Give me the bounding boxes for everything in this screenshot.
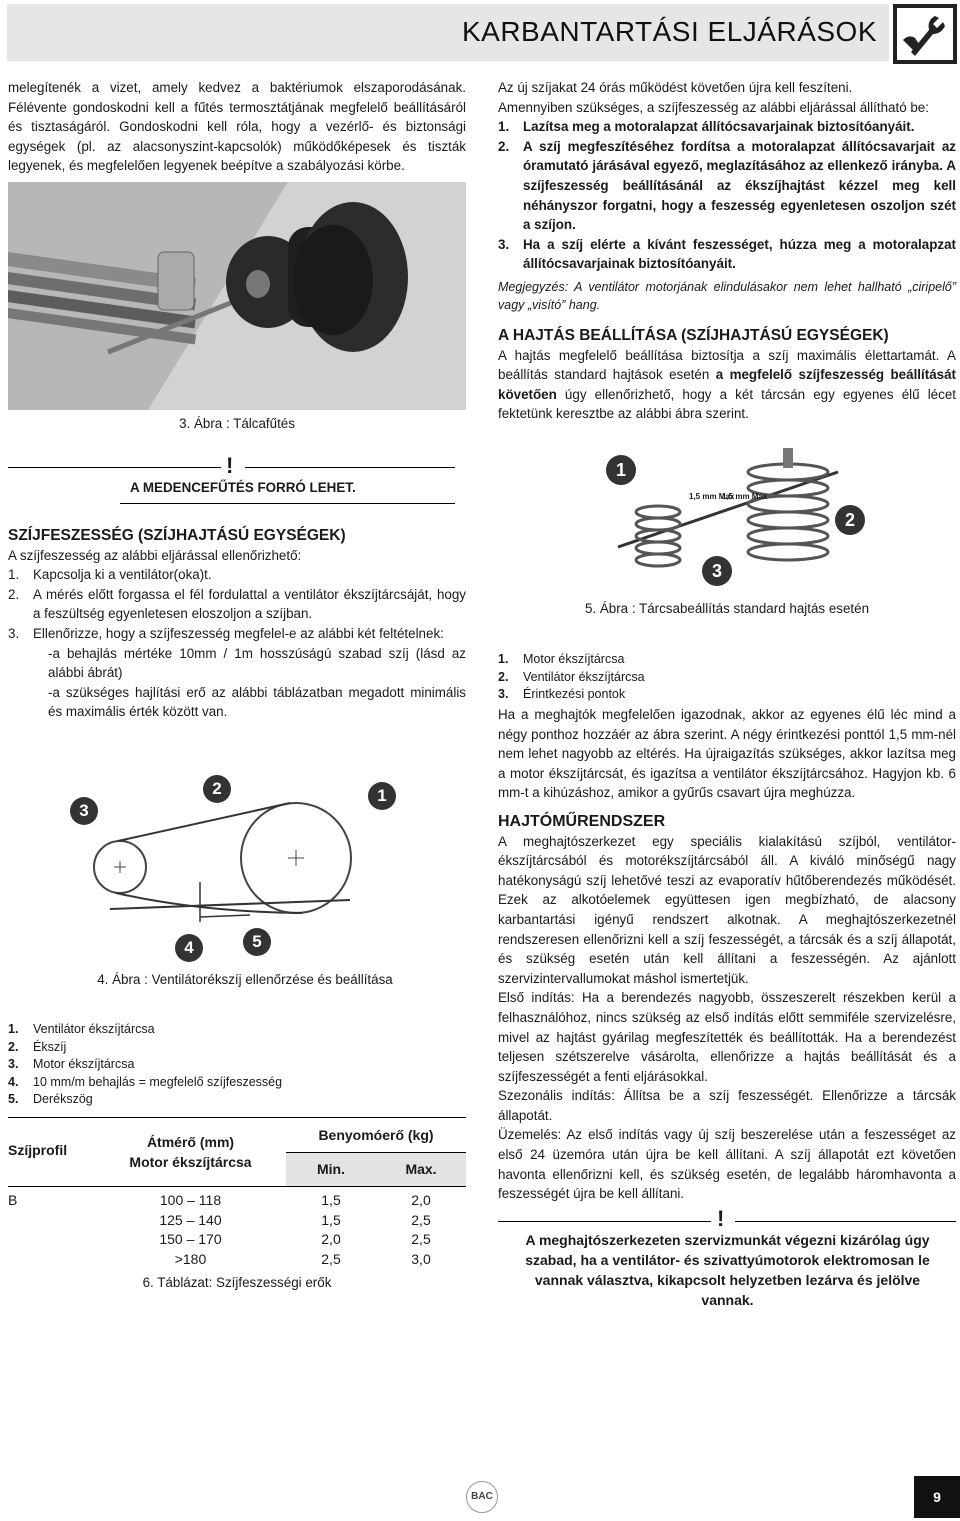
list-item: 2. A mérés előtt forgassa el fél fordulattal a ventilátor ékszíjtárcsáját, hogy a feszültség egyenletesen eloszoljon a szíjban. [8, 586, 466, 622]
drive-system-text: A meghajtószerkezet egy speciális kialakítású szíjból, ventilátor-ékszíjtárcsából és motorékszíjtárcsából áll. A kiváló minőségű nagy hatékonyságú szíj lehetővé teszi az evaporatív hűtőberendezés működését. Ezek az alkotóelemek együttesen igen megbízható, de alacsony karbantartási igényű rendszert alkotnak. A meghajtószerkezetnél rendszeresen ellenőrizni kell a szíj feszességét, a tárcsák és a szíj állapotát, és szükség esetén után kell állítani a feszességén. Az ajánlott szervizintervallumokat máshol ismertetjük. [498, 833, 956, 986]
warning-rule-left [498, 1221, 711, 1222]
page-header [7, 4, 889, 61]
condition-a: -a behajlás mértéke 10mm / 1m hosszúságú szabad szíj (lásd az alábbi ábrát) [48, 645, 466, 681]
table-row: 125 – 140 1,5 2,5 [159, 1211, 431, 1228]
tolerance-label-b: 1,5 mm Max [722, 492, 768, 501]
list-item: 1. Motor ékszíjtárcsa [498, 652, 625, 666]
list-item: 3. Érintkezési pontok [498, 687, 626, 701]
operation-text: Üzemelés: Az első indítás vagy új szíj beszerelése után a feszességet az első 24 üzemóra után újra be kell állítani. A szíj állapotát ezt követően havonta ellenőrizni kell, és szükség esetén, de legalább háromhavonta a feszességét újra be kell állítani. [498, 1127, 956, 1202]
warning-rule-bottom [120, 503, 455, 504]
list-item: 2. Ékszíj [8, 1039, 67, 1054]
fig5-caption: 5. Ábra : Tárcsabeállítás standard hajtás esetén [584, 601, 870, 616]
list-item: 4. 10 mm/m behajlás = megfelelő szíjfeszesség [8, 1074, 283, 1089]
drive-system-section [498, 705, 956, 1204]
drive-alignment-text: A hajtás megfelelő beállítása biztosítja a szíj maximális élettartamát. A beállítás standard hajtások esetén a megfelelő szíjfeszesség beállítását követően úgy ellenőrizhető, hogy a két tárcsán egy egyenes élű lécet fektetünk keresztbe az alábbi ábra szerint. [498, 347, 956, 422]
page-number: 9 [914, 1476, 960, 1518]
warning-rule-right [245, 467, 455, 468]
fig4-caption: 4. Ábra : Ventilátorékszíj ellenőrzése és beállítása [97, 972, 393, 987]
fig3-caption: 3. Ábra : Tálcafűtés [179, 416, 295, 431]
alignment-paragraph: Ha a meghajtók megfelelően igazodnak, akkor az egyenes élű léc mind a négy ponthoz hozzáér az ábra szerint. A négy érintkezési ponttól 1,5 mm-nél nem lehet nagyobb az eltérés. Ha újraigazítás szükséges, akkor lazítsa meg a motor ékszíjtárcsát, és igazítsa a ventilátor ékszíjtárcsához. Hagyjon kb. 6 mm-t a kihúzáshoz, amikor a gyűrűs csavart újra meghúzza. [498, 707, 956, 801]
seasonal-start-text: Szezonális indítás: Állítsa be a szíj feszességét. Ellenőrizze a tárcsák állapotát. [498, 1088, 956, 1123]
sheave-alignment-diagram [598, 442, 868, 592]
marker-1: 1 [368, 782, 396, 810]
wrench-hand-icon [893, 4, 957, 64]
retension-text: Az új szíjakat 24 órás működést követően újra kell feszíteni. [498, 80, 853, 95]
list-item: 1. Ventilátor ékszíjtárcsa [8, 1022, 155, 1036]
belt-force-table [8, 1117, 466, 1269]
warning-rule-left [8, 467, 221, 468]
fig4-legend [8, 1021, 466, 1109]
list-item: 1. Kapcsolja ki a ventilátor(oka)t. [8, 567, 212, 583]
col-min: Min. [286, 1153, 376, 1186]
fig5-legend [498, 651, 956, 704]
list-item: 2. A szíj megfeszítéséhez fordítsa a motoralapzat állítócsavarjait az óramutató járásával egyező, meglazításához az ellenkező irányba. A szíjfeszesség beállításánál az ékszíjhajtást kézzel meg kell néhányszor forgatni, hogy a feszesség egyenletesen oszoljon szét a szíjon. [498, 138, 956, 233]
warning-exclamation: ! [717, 1206, 725, 1231]
marker-4: 4 [175, 934, 203, 962]
retension-section [498, 78, 956, 424]
warning-rule-right [735, 1221, 956, 1222]
note-text: Megjegyzés: A ventilátor motorjának elindulásakor nem lehet hallható „ciripelő” vagy „visító” hang. [498, 279, 956, 312]
intro-text: melegítenék a vizet, amely kedvez a baktériumok elszaporodásának. Félévente gondoskodni kell a fűtés termosztátjának megfelelő beállításáról és tisztaságáról. Gondoskodni kell róla, hogy a vezérlő- és biztonsági egységek (pl. az alacsonyszint-kapcsolók) működőképesek és tiszták legyenek, és megfelelően legyenek beépítve a szabályozási körbe. [8, 80, 466, 174]
list-item: 2. Ventilátor ékszíjtárcsa [498, 669, 645, 684]
belt-tension-heading: SZÍJFESZESSÉG (SZÍJHAJTÁSÚ EGYSÉGEK) [8, 527, 346, 544]
table-body [8, 1187, 466, 1269]
drive-alignment-heading: A HAJTÁS BEÁLLÍTÁSA (SZÍJHAJTÁSÚ EGYSÉGEK) [498, 326, 889, 344]
table-header [8, 1117, 466, 1187]
table-row: >180 2,5 3,0 [174, 1250, 431, 1267]
drive-system-heading: HAJTÓMŰRENDSZER [498, 812, 666, 830]
bac-logo: BAC [466, 1481, 498, 1513]
list-item: 3. Ha a szíj elérte a kívánt feszességet, húzza meg a motoralapzat állítócsavarjainak biztosítóanyáit. [498, 236, 956, 272]
first-start-text: Első indítás: Ha a berendezés nagyobb, összeszerelt részekben kerül a felhasználóhoz, nincs szükség az első indítás előtt semmiféle szervizelésre, mivel az hajtást gyárilag megfeszítették és beállították. Ha a berendezést teljesen szétszerelve vásárolta, ellenőrizze a hajtás beállítását és a szíjfeszességét a fenti eljárásokkal. [498, 990, 956, 1084]
service-warning-text: A meghajtószerkezeten szervizmunkát végezni kizárólag úgy szabad, ha a ventilátor- és szivattyúmotorok elektromosan le vannak választva, kikapcsolt helyzetben lezárva és jelölve vannak. [525, 1232, 930, 1308]
table-row: 150 – 170 2,0 2,5 [159, 1231, 431, 1248]
pool-heater-warning: A MEDENCEFŰTÉS FORRÓ LEHET. [130, 480, 356, 495]
list-item: 5. Derékszög [8, 1092, 93, 1106]
condition-b: -a szükséges hajlítási erő az alábbi táblázatban megadott minimális és maximális érték között van. [48, 684, 466, 720]
col-max: Max. [376, 1153, 466, 1186]
table-row: 100 – 118 1,5 2,0 [159, 1192, 431, 1208]
marker-2: 2 [835, 505, 865, 535]
tray-heater-photo [8, 182, 466, 410]
col-profile: Szíjprofil [8, 1142, 68, 1158]
belt-tension-section [8, 526, 466, 722]
marker-5: 5 [243, 928, 271, 956]
list-item: 1. Lazítsa meg a motoralapzat állítócsavarjainak biztosítóanyáit. [498, 119, 915, 135]
tolerance-label-a: 1,5 mm Max [689, 492, 735, 501]
table-cell-profile: B [8, 1192, 18, 1208]
col-diameter: Átmérő (mm) Motor ékszíjtárcsa [129, 1134, 252, 1170]
list-item: 3. Ellenőrizze, hogy a szíjfeszesség megfelel-e az alábbi két feltételnek: [8, 625, 444, 641]
marker-2: 2 [203, 775, 231, 803]
marker-1: 1 [606, 455, 636, 485]
warning-exclamation: ! [226, 453, 234, 478]
intro-paragraph [8, 78, 466, 176]
col-force: Benyomóerő (kg) [286, 1118, 466, 1153]
marker-3: 3 [70, 797, 98, 825]
adjust-intro: Amennyiben szükséges, a szíjfeszesség az alábbi eljárással állítható be: [498, 99, 929, 115]
marker-3: 3 [702, 556, 732, 586]
header-title: KARBANTARTÁSI ELJÁRÁSOK [461, 16, 877, 47]
list-item: 3. Motor ékszíjtárcsa [8, 1057, 135, 1071]
table-caption: 6. Táblázat: Szíjfeszességi erők [142, 1275, 332, 1290]
belt-tension-intro: A szíjfeszesség az alábbi eljárással ellenőrizhető: [8, 547, 302, 563]
